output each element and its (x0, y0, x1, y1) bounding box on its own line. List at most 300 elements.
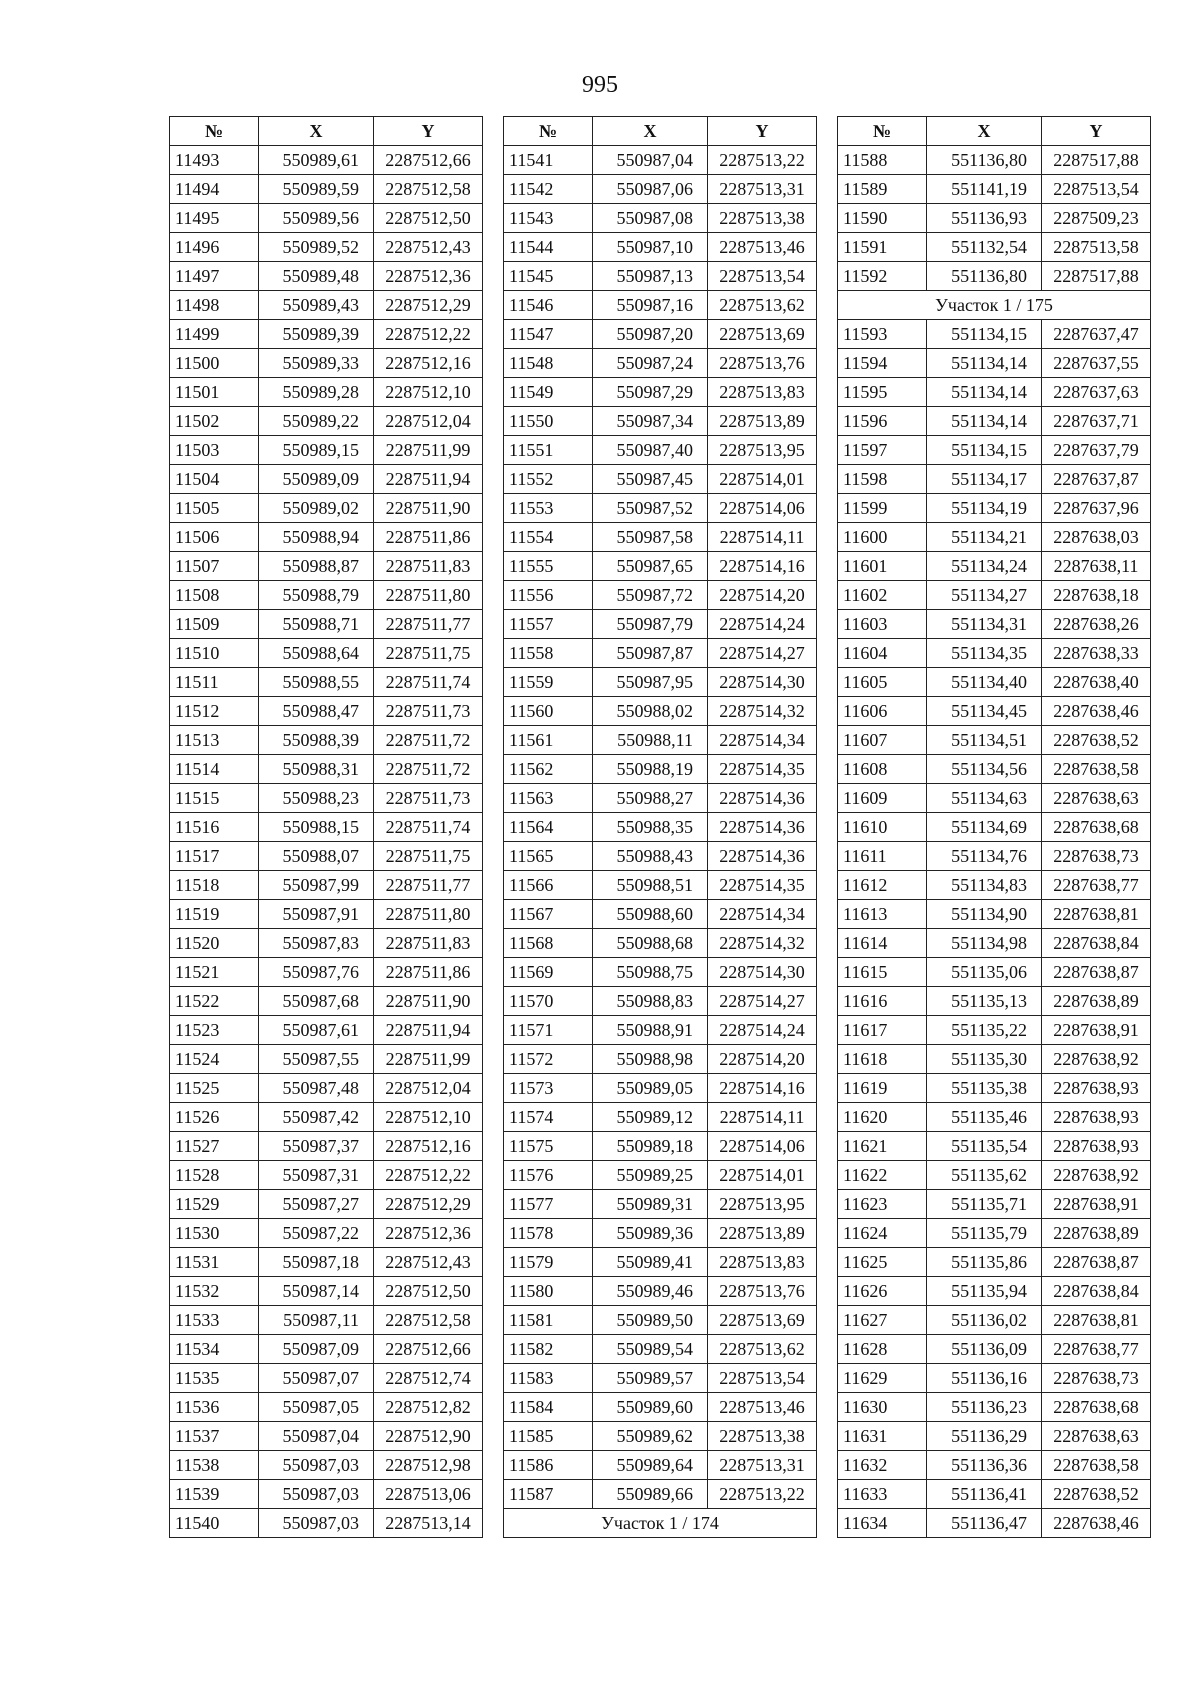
point-number-cell: 11566 (504, 871, 593, 900)
table-row (170, 958, 483, 987)
y-coordinate-cell: 2287511,73 (374, 697, 483, 726)
x-coordinate-cell: 550988,11 (593, 726, 708, 755)
table-row (170, 1248, 483, 1277)
table-row (504, 697, 817, 726)
y-coordinate-cell: 2287637,87 (1042, 465, 1151, 494)
point-number-cell: 11505 (170, 494, 259, 523)
y-coordinate-cell: 2287517,88 (1042, 146, 1151, 175)
table-row (504, 291, 817, 320)
x-coordinate-cell: 550987,34 (593, 407, 708, 436)
x-coordinate-cell: 550988,94 (259, 523, 374, 552)
x-coordinate-cell: 551136,93 (927, 204, 1042, 233)
point-number-cell: 11579 (504, 1248, 593, 1277)
table-row (838, 1277, 1151, 1306)
x-coordinate-cell: 550987,16 (593, 291, 708, 320)
y-coordinate-cell: 2287514,35 (708, 871, 817, 900)
point-number-cell: 11596 (838, 407, 927, 436)
point-number-cell: 11610 (838, 813, 927, 842)
point-number-cell: 11514 (170, 755, 259, 784)
x-coordinate-cell: 551136,36 (927, 1451, 1042, 1480)
point-number-cell: 11502 (170, 407, 259, 436)
point-number-cell: 11532 (170, 1277, 259, 1306)
x-coordinate-cell: 550987,08 (593, 204, 708, 233)
y-coordinate-cell: 2287511,94 (374, 1016, 483, 1045)
y-coordinate-cell: 2287514,16 (708, 1074, 817, 1103)
header-number: № (838, 117, 927, 146)
y-coordinate-cell: 2287514,16 (708, 552, 817, 581)
table-row (838, 1219, 1151, 1248)
point-number-cell: 11604 (838, 639, 927, 668)
header-x: X (259, 117, 374, 146)
table-row (504, 1277, 817, 1306)
y-coordinate-cell: 2287638,52 (1042, 1480, 1151, 1509)
point-number-cell: 11568 (504, 929, 593, 958)
y-coordinate-cell: 2287514,36 (708, 784, 817, 813)
point-number-cell: 11522 (170, 987, 259, 1016)
x-coordinate-cell: 550988,15 (259, 813, 374, 842)
y-coordinate-cell: 2287513,46 (708, 233, 817, 262)
x-coordinate-cell: 551135,46 (927, 1103, 1042, 1132)
table-row (838, 1190, 1151, 1219)
x-coordinate-cell: 550989,28 (259, 378, 374, 407)
table-row (504, 436, 817, 465)
point-number-cell: 11558 (504, 639, 593, 668)
table-row (838, 668, 1151, 697)
y-coordinate-cell: 2287511,72 (374, 726, 483, 755)
x-coordinate-cell: 550989,25 (593, 1161, 708, 1190)
y-coordinate-cell: 2287512,74 (374, 1364, 483, 1393)
x-coordinate-cell: 550988,55 (259, 668, 374, 697)
y-coordinate-cell: 2287511,80 (374, 581, 483, 610)
point-number-cell: 11578 (504, 1219, 593, 1248)
point-number-cell: 11542 (504, 175, 593, 204)
y-coordinate-cell: 2287513,69 (708, 1306, 817, 1335)
table-row (170, 1045, 483, 1074)
point-number-cell: 11534 (170, 1335, 259, 1364)
point-number-cell: 11631 (838, 1422, 927, 1451)
point-number-cell: 11584 (504, 1393, 593, 1422)
x-coordinate-cell: 551132,54 (927, 233, 1042, 262)
point-number-cell: 11526 (170, 1103, 259, 1132)
point-number-cell: 11544 (504, 233, 593, 262)
y-coordinate-cell: 2287513,22 (708, 146, 817, 175)
x-coordinate-cell: 551135,94 (927, 1277, 1042, 1306)
table-row (838, 697, 1151, 726)
y-coordinate-cell: 2287638,81 (1042, 1306, 1151, 1335)
y-coordinate-cell: 2287512,16 (374, 349, 483, 378)
table-row (170, 349, 483, 378)
y-coordinate-cell: 2287514,27 (708, 639, 817, 668)
y-coordinate-cell: 2287638,52 (1042, 726, 1151, 755)
x-coordinate-cell: 550987,40 (593, 436, 708, 465)
x-coordinate-cell: 550987,48 (259, 1074, 374, 1103)
y-coordinate-cell: 2287511,90 (374, 494, 483, 523)
point-number-cell: 11572 (504, 1045, 593, 1074)
point-number-cell: 11498 (170, 291, 259, 320)
table-row (170, 1306, 483, 1335)
point-number-cell: 11513 (170, 726, 259, 755)
x-coordinate-cell: 551141,19 (927, 175, 1042, 204)
table-row (838, 175, 1151, 204)
x-coordinate-cell: 550987,11 (259, 1306, 374, 1335)
point-number-cell: 11525 (170, 1074, 259, 1103)
table-row (170, 523, 483, 552)
x-coordinate-cell: 550987,37 (259, 1132, 374, 1161)
x-coordinate-cell: 550989,57 (593, 1364, 708, 1393)
x-coordinate-cell: 550987,79 (593, 610, 708, 639)
y-coordinate-cell: 2287511,77 (374, 871, 483, 900)
table-row (504, 552, 817, 581)
y-coordinate-cell: 2287509,23 (1042, 204, 1151, 233)
x-coordinate-cell: 551135,86 (927, 1248, 1042, 1277)
point-number-cell: 11547 (504, 320, 593, 349)
point-number-cell: 11625 (838, 1248, 927, 1277)
table-row (838, 262, 1151, 291)
y-coordinate-cell: 2287513,76 (708, 1277, 817, 1306)
x-coordinate-cell: 551134,15 (927, 320, 1042, 349)
table-row (838, 1364, 1151, 1393)
x-coordinate-cell: 550989,62 (593, 1422, 708, 1451)
y-coordinate-cell: 2287513,14 (374, 1509, 483, 1538)
x-coordinate-cell: 551135,38 (927, 1074, 1042, 1103)
point-number-cell: 11561 (504, 726, 593, 755)
y-coordinate-cell: 2287513,46 (708, 1393, 817, 1422)
point-number-cell: 11570 (504, 987, 593, 1016)
x-coordinate-cell: 550987,31 (259, 1161, 374, 1190)
x-coordinate-cell: 551134,83 (927, 871, 1042, 900)
table-row (838, 1016, 1151, 1045)
point-number-cell: 11618 (838, 1045, 927, 1074)
x-coordinate-cell: 551135,22 (927, 1016, 1042, 1045)
y-coordinate-cell: 2287514,27 (708, 987, 817, 1016)
y-coordinate-cell: 2287514,34 (708, 726, 817, 755)
y-coordinate-cell: 2287638,58 (1042, 755, 1151, 784)
point-number-cell: 11493 (170, 146, 259, 175)
point-number-cell: 11557 (504, 610, 593, 639)
x-coordinate-cell: 551136,80 (927, 262, 1042, 291)
y-coordinate-cell: 2287512,50 (374, 1277, 483, 1306)
x-coordinate-cell: 550987,22 (259, 1219, 374, 1248)
table-row (838, 1509, 1151, 1538)
y-coordinate-cell: 2287514,36 (708, 813, 817, 842)
point-number-cell: 11543 (504, 204, 593, 233)
x-coordinate-cell: 550987,55 (259, 1045, 374, 1074)
point-number-cell: 11590 (838, 204, 927, 233)
point-number-cell: 11624 (838, 1219, 927, 1248)
table-row (838, 1161, 1151, 1190)
point-number-cell: 11588 (838, 146, 927, 175)
x-coordinate-cell: 551136,47 (927, 1509, 1042, 1538)
x-coordinate-cell: 550988,98 (593, 1045, 708, 1074)
y-coordinate-cell: 2287513,31 (708, 1451, 817, 1480)
y-coordinate-cell: 2287638,87 (1042, 1248, 1151, 1277)
table-row (504, 610, 817, 639)
point-number-cell: 11630 (838, 1393, 927, 1422)
table-row (504, 494, 817, 523)
x-coordinate-cell: 550988,35 (593, 813, 708, 842)
y-coordinate-cell: 2287513,83 (708, 378, 817, 407)
point-number-cell: 11535 (170, 1364, 259, 1393)
table-row (170, 1480, 483, 1509)
point-number-cell: 11586 (504, 1451, 593, 1480)
x-coordinate-cell: 550989,12 (593, 1103, 708, 1132)
table-row (838, 1393, 1151, 1422)
y-coordinate-cell: 2287638,46 (1042, 1509, 1151, 1538)
point-number-cell: 11564 (504, 813, 593, 842)
x-coordinate-cell: 551134,31 (927, 610, 1042, 639)
table-row (170, 204, 483, 233)
x-coordinate-cell: 551135,30 (927, 1045, 1042, 1074)
point-number-cell: 11500 (170, 349, 259, 378)
table-row (504, 871, 817, 900)
y-coordinate-cell: 2287514,30 (708, 668, 817, 697)
y-coordinate-cell: 2287514,20 (708, 581, 817, 610)
y-coordinate-cell: 2287514,01 (708, 465, 817, 494)
x-coordinate-cell: 551136,80 (927, 146, 1042, 175)
table-row (170, 1335, 483, 1364)
y-coordinate-cell: 2287638,89 (1042, 1219, 1151, 1248)
y-coordinate-cell: 2287513,95 (708, 436, 817, 465)
point-number-cell: 11619 (838, 1074, 927, 1103)
table-row (170, 262, 483, 291)
point-number-cell: 11613 (838, 900, 927, 929)
point-number-cell: 11577 (504, 1190, 593, 1219)
table-row (838, 349, 1151, 378)
x-coordinate-cell: 550989,15 (259, 436, 374, 465)
x-coordinate-cell: 551135,06 (927, 958, 1042, 987)
point-number-cell: 11627 (838, 1306, 927, 1335)
y-coordinate-cell: 2287513,54 (1042, 175, 1151, 204)
point-number-cell: 11539 (170, 1480, 259, 1509)
y-coordinate-cell: 2287511,90 (374, 987, 483, 1016)
point-number-cell: 11622 (838, 1161, 927, 1190)
point-number-cell: 11512 (170, 697, 259, 726)
table-row (504, 175, 817, 204)
x-coordinate-cell: 551134,45 (927, 697, 1042, 726)
x-coordinate-cell: 550988,39 (259, 726, 374, 755)
point-number-cell: 11601 (838, 552, 927, 581)
table-row (838, 1306, 1151, 1335)
point-number-cell: 11518 (170, 871, 259, 900)
point-number-cell: 11537 (170, 1422, 259, 1451)
table-row (504, 1016, 817, 1045)
table-row (170, 610, 483, 639)
point-number-cell: 11600 (838, 523, 927, 552)
y-coordinate-cell: 2287638,73 (1042, 1364, 1151, 1393)
y-coordinate-cell: 2287513,38 (708, 1422, 817, 1451)
table-row (504, 842, 817, 871)
point-number-cell: 11540 (170, 1509, 259, 1538)
x-coordinate-cell: 551136,23 (927, 1393, 1042, 1422)
table-row (170, 639, 483, 668)
x-coordinate-cell: 550988,23 (259, 784, 374, 813)
point-number-cell: 11593 (838, 320, 927, 349)
y-coordinate-cell: 2287511,94 (374, 465, 483, 494)
y-coordinate-cell: 2287638,84 (1042, 1277, 1151, 1306)
point-number-cell: 11581 (504, 1306, 593, 1335)
table-row (504, 1393, 817, 1422)
point-number-cell: 11555 (504, 552, 593, 581)
x-coordinate-cell: 551134,27 (927, 581, 1042, 610)
x-coordinate-cell: 551135,79 (927, 1219, 1042, 1248)
y-coordinate-cell: 2287513,58 (1042, 233, 1151, 262)
point-number-cell: 11621 (838, 1132, 927, 1161)
y-coordinate-cell: 2287511,75 (374, 842, 483, 871)
y-coordinate-cell: 2287512,10 (374, 378, 483, 407)
x-coordinate-cell: 550989,59 (259, 175, 374, 204)
y-coordinate-cell: 2287511,73 (374, 784, 483, 813)
y-coordinate-cell: 2287637,71 (1042, 407, 1151, 436)
x-coordinate-cell: 551135,71 (927, 1190, 1042, 1219)
point-number-cell: 11556 (504, 581, 593, 610)
header-number: № (504, 117, 593, 146)
point-number-cell: 11499 (170, 320, 259, 349)
header-number: № (170, 117, 259, 146)
x-coordinate-cell: 550987,13 (593, 262, 708, 291)
table-row (170, 1016, 483, 1045)
table-row (170, 1103, 483, 1132)
point-number-cell: 11563 (504, 784, 593, 813)
x-coordinate-cell: 550989,66 (593, 1480, 708, 1509)
point-number-cell: 11632 (838, 1451, 927, 1480)
point-number-cell: 11575 (504, 1132, 593, 1161)
x-coordinate-cell: 550989,41 (593, 1248, 708, 1277)
point-number-cell: 11517 (170, 842, 259, 871)
table-row (170, 1509, 483, 1538)
x-coordinate-cell: 550989,36 (593, 1219, 708, 1248)
y-coordinate-cell: 2287512,29 (374, 1190, 483, 1219)
x-coordinate-cell: 550989,33 (259, 349, 374, 378)
y-coordinate-cell: 2287512,29 (374, 291, 483, 320)
point-number-cell: 11615 (838, 958, 927, 987)
point-number-cell: 11524 (170, 1045, 259, 1074)
y-coordinate-cell: 2287511,86 (374, 958, 483, 987)
point-number-cell: 11548 (504, 349, 593, 378)
point-number-cell: 11559 (504, 668, 593, 697)
y-coordinate-cell: 2287513,89 (708, 1219, 817, 1248)
point-number-cell: 11614 (838, 929, 927, 958)
x-coordinate-cell: 550989,09 (259, 465, 374, 494)
x-coordinate-cell: 551134,69 (927, 813, 1042, 842)
table-row (838, 958, 1151, 987)
x-coordinate-cell: 550987,03 (259, 1480, 374, 1509)
y-coordinate-cell: 2287513,38 (708, 204, 817, 233)
x-coordinate-cell: 550987,42 (259, 1103, 374, 1132)
point-number-cell: 11580 (504, 1277, 593, 1306)
section-label: Участок 1 / 174 (504, 1509, 817, 1538)
x-coordinate-cell: 550988,60 (593, 900, 708, 929)
y-coordinate-cell: 2287637,96 (1042, 494, 1151, 523)
table-row (170, 813, 483, 842)
x-coordinate-cell: 551134,35 (927, 639, 1042, 668)
point-number-cell: 11608 (838, 755, 927, 784)
point-number-cell: 11597 (838, 436, 927, 465)
point-number-cell: 11609 (838, 784, 927, 813)
section-row (838, 291, 1151, 320)
table-row (170, 1393, 483, 1422)
y-coordinate-cell: 2287511,99 (374, 1045, 483, 1074)
y-coordinate-cell: 2287511,99 (374, 436, 483, 465)
point-number-cell: 11573 (504, 1074, 593, 1103)
table-row (504, 523, 817, 552)
y-coordinate-cell: 2287511,77 (374, 610, 483, 639)
table-row (838, 610, 1151, 639)
x-coordinate-cell: 551136,29 (927, 1422, 1042, 1451)
x-coordinate-cell: 551134,15 (927, 436, 1042, 465)
x-coordinate-cell: 550989,43 (259, 291, 374, 320)
table-row (504, 813, 817, 842)
y-coordinate-cell: 2287512,16 (374, 1132, 483, 1161)
x-coordinate-cell: 550987,76 (259, 958, 374, 987)
table-row (504, 1132, 817, 1161)
table-row (170, 378, 483, 407)
point-number-cell: 11617 (838, 1016, 927, 1045)
y-coordinate-cell: 2287514,20 (708, 1045, 817, 1074)
y-coordinate-cell: 2287637,55 (1042, 349, 1151, 378)
table-row (838, 1422, 1151, 1451)
x-coordinate-cell: 550987,61 (259, 1016, 374, 1045)
table-row (838, 1335, 1151, 1364)
table-header-row (170, 117, 483, 146)
table-row (504, 378, 817, 407)
point-number-cell: 11616 (838, 987, 927, 1016)
header-y: Y (708, 117, 817, 146)
x-coordinate-cell: 550988,87 (259, 552, 374, 581)
x-coordinate-cell: 550989,22 (259, 407, 374, 436)
point-number-cell: 11511 (170, 668, 259, 697)
y-coordinate-cell: 2287638,93 (1042, 1132, 1151, 1161)
y-coordinate-cell: 2287638,03 (1042, 523, 1151, 552)
point-number-cell: 11521 (170, 958, 259, 987)
table-row (504, 958, 817, 987)
x-coordinate-cell: 550988,43 (593, 842, 708, 871)
x-coordinate-cell: 551136,41 (927, 1480, 1042, 1509)
table-row (170, 987, 483, 1016)
table-row (838, 1074, 1151, 1103)
point-number-cell: 11571 (504, 1016, 593, 1045)
x-coordinate-cell: 550988,71 (259, 610, 374, 639)
y-coordinate-cell: 2287512,04 (374, 407, 483, 436)
point-number-cell: 11496 (170, 233, 259, 262)
y-coordinate-cell: 2287638,81 (1042, 900, 1151, 929)
table-row (170, 1161, 483, 1190)
table-row (504, 639, 817, 668)
x-coordinate-cell: 550988,51 (593, 871, 708, 900)
table-row (504, 581, 817, 610)
x-coordinate-cell: 550988,02 (593, 697, 708, 726)
y-coordinate-cell: 2287637,47 (1042, 320, 1151, 349)
x-coordinate-cell: 550989,60 (593, 1393, 708, 1422)
x-coordinate-cell: 550987,83 (259, 929, 374, 958)
table-row (838, 726, 1151, 755)
y-coordinate-cell: 2287512,36 (374, 262, 483, 291)
table-row (838, 1248, 1151, 1277)
table-row (170, 871, 483, 900)
table-row (170, 784, 483, 813)
table-row (170, 1074, 483, 1103)
table-row (838, 465, 1151, 494)
y-coordinate-cell: 2287512,10 (374, 1103, 483, 1132)
y-coordinate-cell: 2287514,35 (708, 755, 817, 784)
table-row (838, 436, 1151, 465)
page-number: 995 (582, 72, 618, 98)
table-row (170, 233, 483, 262)
x-coordinate-cell: 550989,05 (593, 1074, 708, 1103)
table-row (838, 320, 1151, 349)
table-row (838, 639, 1151, 668)
table-row (504, 204, 817, 233)
x-coordinate-cell: 550988,31 (259, 755, 374, 784)
